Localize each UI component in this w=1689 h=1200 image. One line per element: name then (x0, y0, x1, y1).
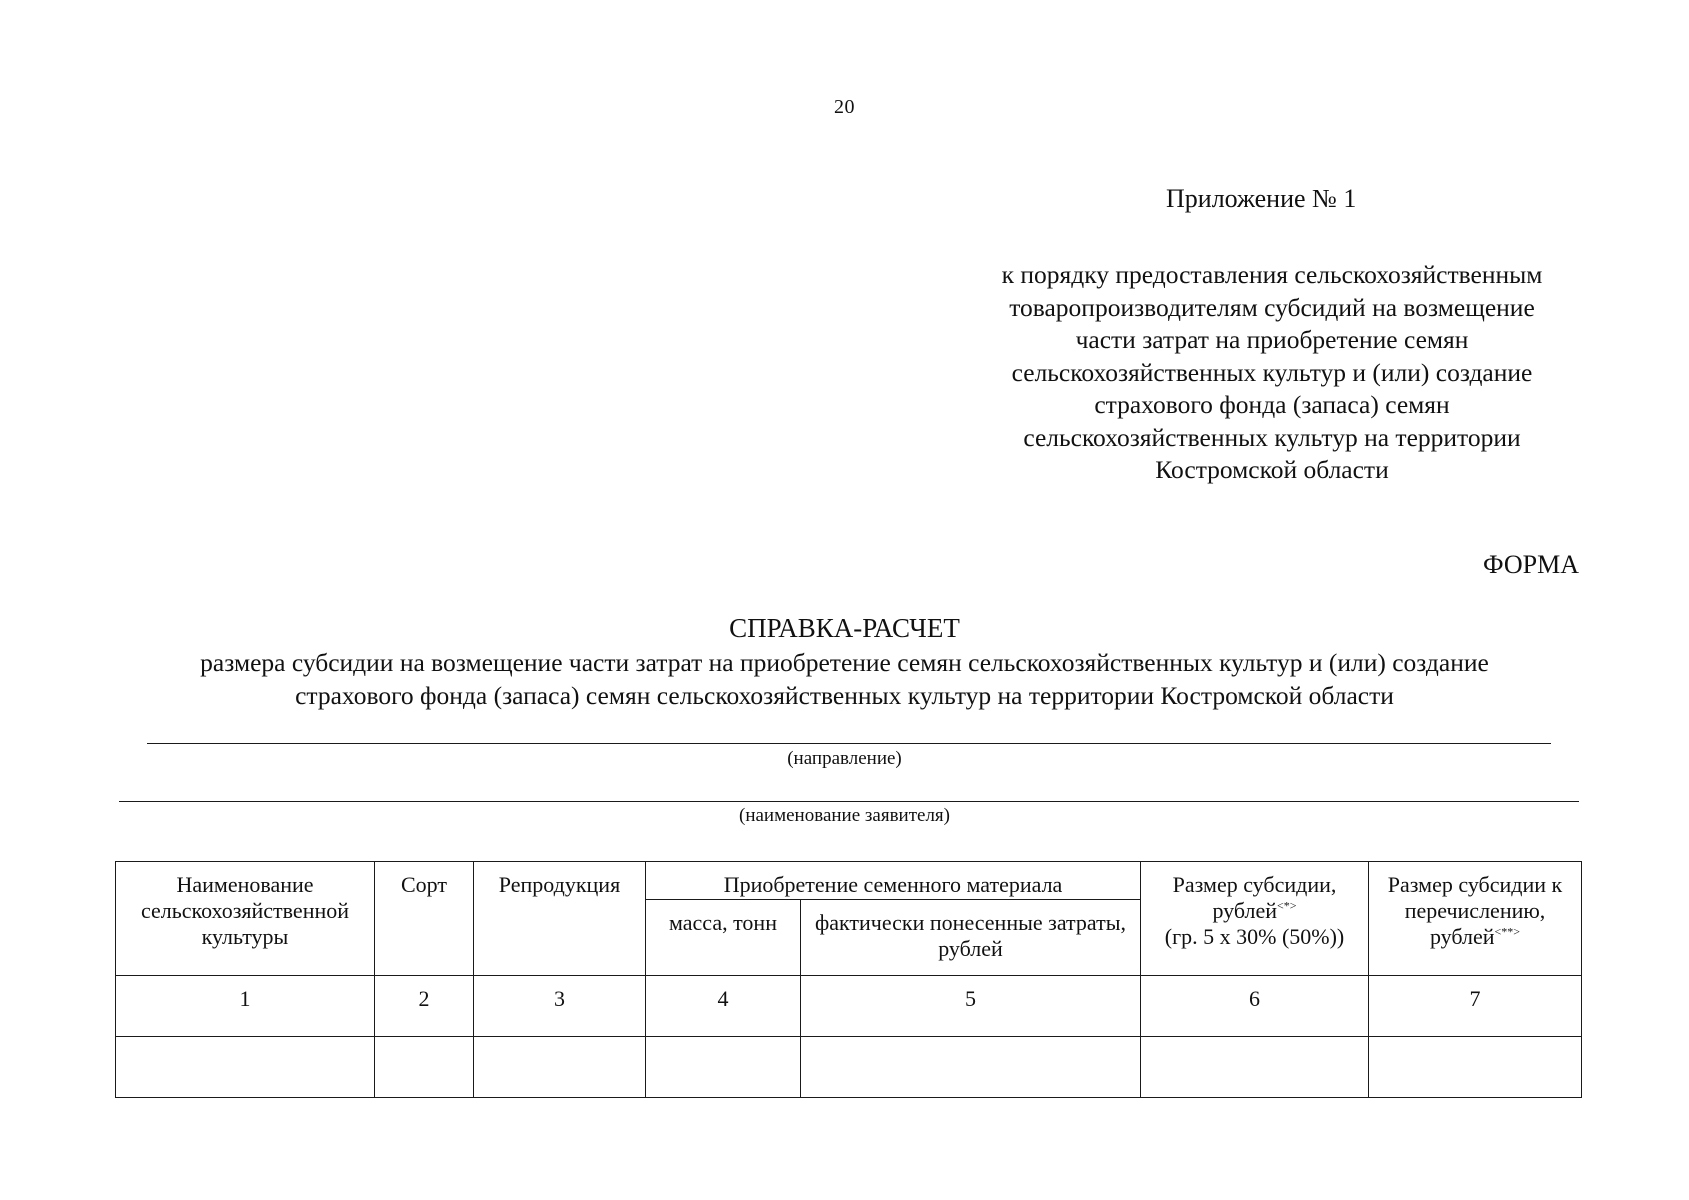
table-cell-costs[interactable] (801, 1037, 1141, 1098)
table-cell-mass[interactable] (646, 1037, 801, 1098)
column-number: 2 (375, 976, 474, 1037)
footnote-mark: <*> (1277, 898, 1297, 913)
calculation-table (115, 861, 1582, 1098)
document-title: СПРАВКА-РАСЧЕТ (729, 613, 960, 643)
appendix-subtitle-line: страхового фонда (запаса) семян (1094, 390, 1450, 419)
applicant-fill-line[interactable] (119, 801, 1579, 802)
page-number: 20 (834, 96, 855, 118)
header-crop-name: Наименование сельскохозяйственной культуры (116, 862, 375, 976)
table-cell-transfer[interactable] (1369, 1037, 1582, 1098)
column-number: 6 (1141, 976, 1369, 1037)
table-cell-reproduction[interactable] (474, 1037, 646, 1098)
header-variety: Сорт (375, 862, 474, 976)
header-reproduction: Репродукция (474, 862, 646, 976)
appendix-subtitle-line: сельскохозяйственных культур и (или) создание (1011, 357, 1533, 387)
header-purchase-group: Приобретение семенного материала (646, 862, 1141, 900)
document-subtitle-line: размера субсидии на возмещение части затрат на приобретение семян сельскохозяйственных культур и (или) создание (200, 648, 1489, 677)
footnote-mark: <**> (1494, 924, 1521, 939)
header-actual-costs: фактически понесенные затраты, рублей (801, 900, 1141, 976)
table-cell-crop[interactable] (116, 1037, 375, 1098)
column-number: 4 (646, 976, 801, 1037)
appendix-subtitle-line: к порядку предоставления сельскохозяйственным (1001, 260, 1543, 289)
direction-fill-line[interactable] (147, 743, 1551, 744)
document-subtitle-line: страхового фонда (запаса) семян сельскохозяйственных культур на территории Костромской области (295, 681, 1394, 710)
form-label: ФОРМА (1483, 550, 1579, 579)
column-number: 5 (801, 976, 1141, 1037)
column-number: 1 (116, 976, 375, 1037)
direction-caption: (направление) (787, 748, 902, 769)
table-row (116, 1037, 1582, 1098)
appendix-subtitle-line: сельскохозяйственных культур на территории (1023, 422, 1521, 452)
column-number-row (116, 976, 1582, 1037)
header-subsidy-transfer (1369, 862, 1582, 976)
appendix-subtitle-line: части затрат на приобретение семян (1075, 325, 1469, 354)
header-subsidy-size (1141, 862, 1369, 976)
applicant-caption: (наименование заявителя) (739, 805, 950, 826)
header-mass: масса, тонн (646, 900, 801, 976)
appendix-title: Приложение № 1 (1166, 184, 1357, 213)
table-cell-variety[interactable] (375, 1037, 474, 1098)
table-header-row (116, 862, 1582, 900)
document-subtitle (0, 646, 1689, 712)
column-number: 7 (1369, 976, 1582, 1037)
header-subsidy-formula: (гр. 5 х 30% (50%)) (1164, 924, 1345, 949)
table-cell-subsidy[interactable] (1141, 1037, 1369, 1098)
appendix-subtitle-line: товаропроизводителям субсидий на возмещение (1009, 292, 1535, 322)
appendix-subtitle (960, 259, 1584, 487)
header-subsidy-transfer-label: Размер субсидии к перечислению, рублей (1387, 872, 1563, 949)
appendix-subtitle-line: Костромской области (1155, 455, 1389, 484)
column-number: 3 (474, 976, 646, 1037)
header-subsidy-size-label: Размер субсидии, рублей (1172, 872, 1337, 923)
